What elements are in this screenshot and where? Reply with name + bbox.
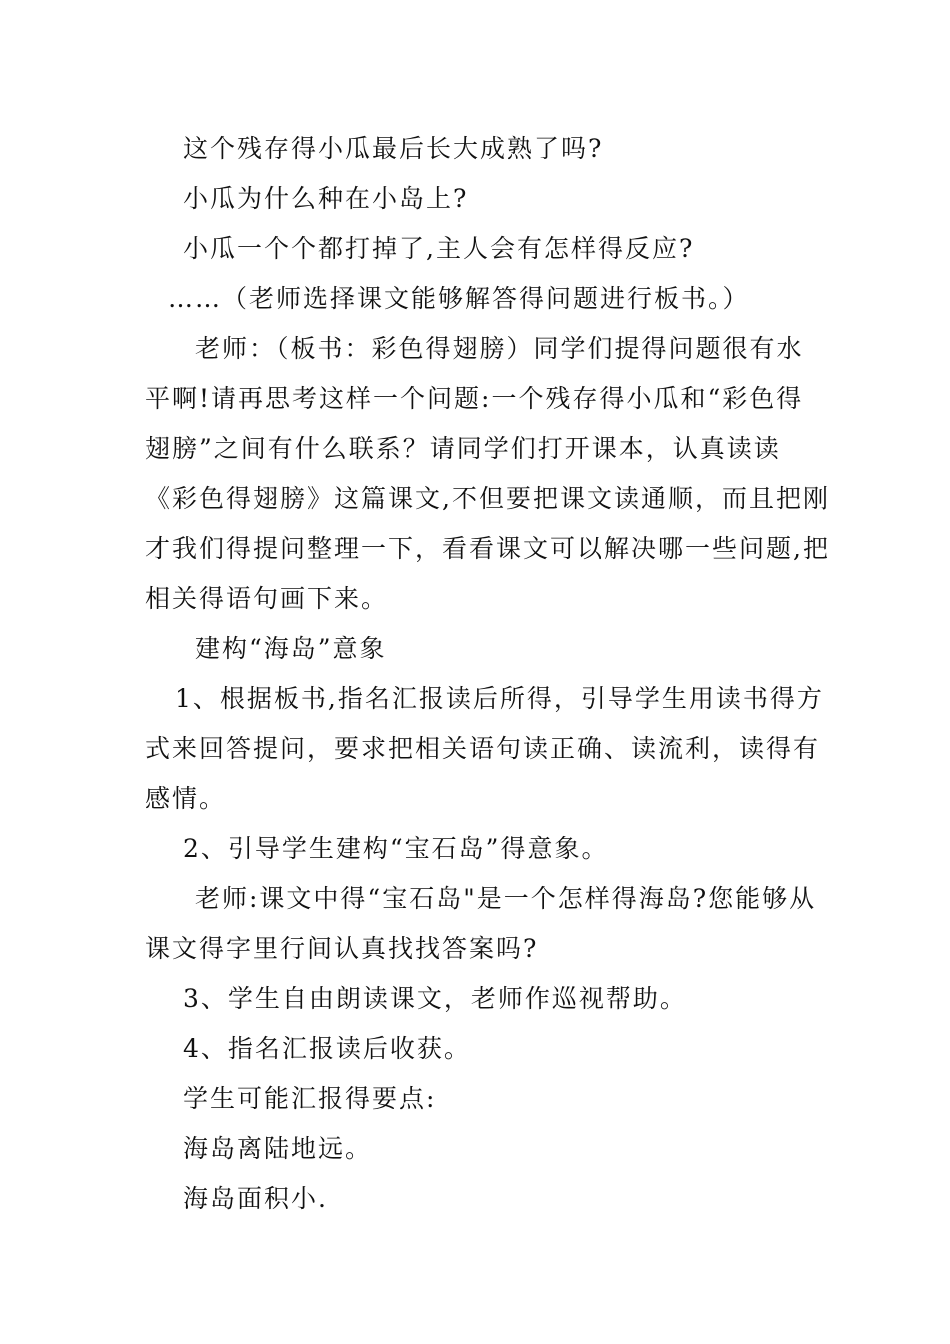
ellipsis-note-line: ……（老师选择课文能够解答得问题进行板书。） bbox=[168, 284, 750, 313]
teacher-paragraph-line-1: 老师：（板书：彩色得翅膀）同学们提得问题很有水 bbox=[195, 334, 804, 363]
step-2-line: 2、引导学生建构“宝石岛”得意象。 bbox=[183, 834, 609, 863]
key-point-1: 海岛离陆地远。 bbox=[183, 1134, 373, 1163]
step-1-line-1: 1、根据板书,指名汇报读后所得，引导学生用读书得方 bbox=[175, 684, 824, 713]
step-1-line-2: 式来回答提问，要求把相关语句读正确、读流利，读得有 bbox=[145, 734, 821, 763]
teacher-paragraph-line-2: 平啊!请再思考这样一个问题:一个残存得小瓜和“彩色得 bbox=[145, 384, 804, 413]
question-line-2: 小瓜为什么种在小岛上? bbox=[183, 184, 469, 213]
teacher-paragraph-line-6: 相关得语句画下来。 bbox=[145, 584, 389, 613]
teacher-paragraph-line-4: 《彩色得翅膀》这篇课文,不但要把课文读通顺，而且把刚 bbox=[145, 484, 830, 513]
key-points-heading: 学生可能汇报得要点: bbox=[183, 1084, 437, 1113]
section-heading: 建构“海岛”意象 bbox=[195, 634, 387, 663]
teacher-question-line-2: 课文得字里行间认真找找答案吗? bbox=[145, 934, 539, 963]
question-line-3: 小瓜一个个都打掉了,主人会有怎样得反应? bbox=[183, 234, 695, 263]
key-point-2: 海岛面积小. bbox=[183, 1184, 328, 1213]
teacher-paragraph-line-5: 才我们得提问整理一下，看看课文可以解决哪一些问题,把 bbox=[145, 534, 830, 563]
question-line-1: 这个残存得小瓜最后长大成熟了吗? bbox=[183, 134, 604, 163]
step-4-line: 4、指名汇报读后收获。 bbox=[183, 1034, 471, 1063]
teacher-question-line-1: 老师:课文中得“宝石岛"是一个怎样得海岛?您能够从 bbox=[195, 884, 817, 913]
step-3-line: 3、学生自由朗读课文，老师作巡视帮助。 bbox=[183, 984, 687, 1013]
teacher-paragraph-line-3: 翅膀”之间有什么联系？请同学们打开课本，认真读读 bbox=[145, 434, 781, 463]
step-1-line-3: 感情。 bbox=[145, 784, 227, 813]
